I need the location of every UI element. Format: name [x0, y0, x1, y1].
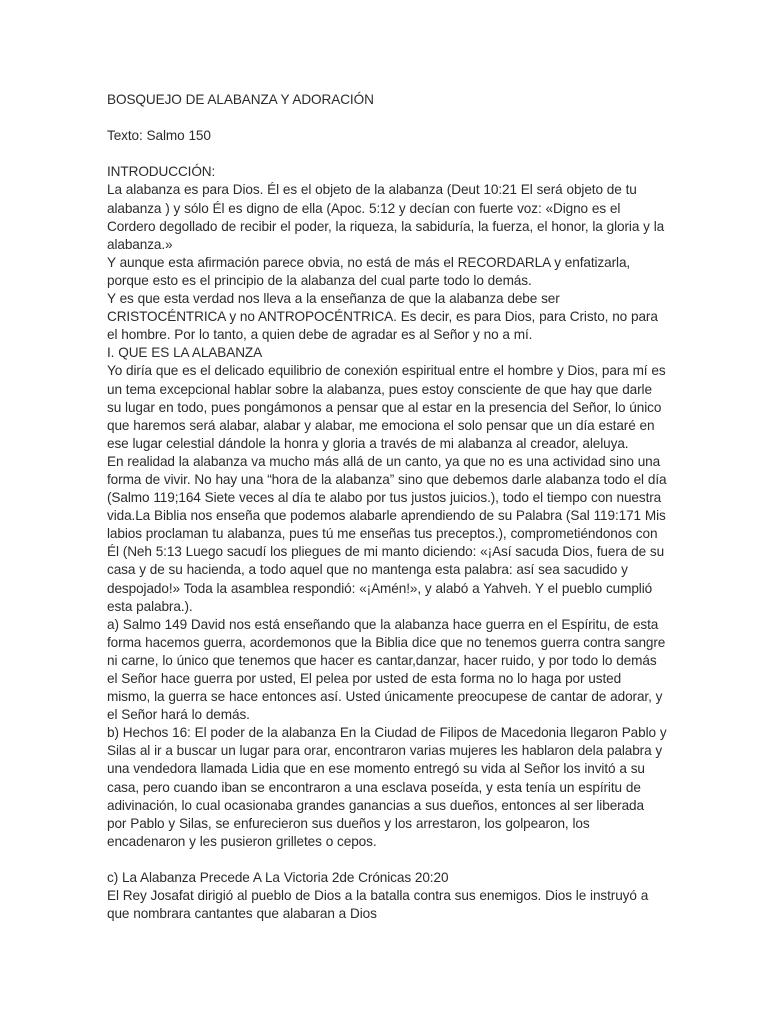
- paragraph-4: Yo diría que es el delicado equilibrio de conexión espiritual entre el hombre y Dios, para mí es un tema excepcional hablar sobre la alabanza, pues estoy consciente de que hay que darle su lugar en todo, pues pongámonos a pensar que al estar en la presencia del Señor, lo único que haremos será alabar, alabar y alabar, me emociona el solo pensar que un día estaré en ese lugar celestial dándole la honra y gloria a través de mi alabanza al creador, aleluya.: [107, 363, 666, 451]
- paragraph-8: c) La Alabanza Precede A La Victoria 2de Crónicas 20:20: [107, 870, 449, 886]
- paragraph-1: La alabanza es para Dios. Él es el objeto de la alabanza (Deut 10:21 El será objeto de tu alabanza ) y sólo Él es digno de ella (Apoc. 5:12 y decían con fuerte voz: «Digno es el Cordero degollado de recibir el poder, la riqueza, la sabiduría, la fuerza, el honor, la gloria y la alabanza.»: [107, 182, 665, 252]
- paragraph-9: El Rey Josafat dirigió al pueblo de Dios a la batalla contra sus enemigos. Dios le instruyó a que nombrara cantantes que alabaran a Dios: [107, 888, 649, 922]
- blank-line: [107, 145, 667, 163]
- paragraph-6: a) Salmo 149 David nos está enseñando que la alabanza hace guerra en el Espíritu, de esta forma hacemos guerra, acordemonos que la Biblia dice que no tenemos guerra contra sangre ni carne, lo único que tenemos que hacer es cantar,danzar, hacer ruido, y por todo lo demás el Señor hace guerra por usted, El pelea por usted de esta forma no lo haga por usted mismo, la guerra se hace entonces así. Usted únicamente preocupese de cantar de adorar, y el Señor hará lo demás.: [107, 616, 666, 723]
- paragraph-5: En realidad la alabanza va mucho más allá de un canto, ya que no es una actividad sino una forma de vivir. No hay una “hora de la alabanza” sino que debemos darle alabanza todo el día (Salmo 119;164 Siete veces al día te alabo por tus justos juicios.), todo el tiempo con nuestra vida.La Biblia nos enseña que podemos alabarle aprendiendo de su Palabra (Sal 119:171 Mis labios proclaman tu alabanza, pues tú me enseñas tus preceptos.), comprometiéndonos con Él (Neh 5:13 Luego sacudí los pliegues de mi manto diciendo: «¡Así sacuda Dios, fuera de su casa y de su hacienda, a todo aquel que no mantenga esta palabra: así sea sacudido y despojado!» Toda la asamblea respondió: «¡Amén!», y alabó a Yahveh. Y el pueblo cumplió esta palabra.).: [107, 453, 667, 614]
- introduction-heading: INTRODUCCIÓN:: [107, 164, 216, 180]
- blank-line: [107, 109, 667, 127]
- document-body: [107, 91, 667, 923]
- paragraph-3: Y es que esta verdad nos lleva a la enseñanza de que la alabanza debe ser CRISTOCÉNTRICA y no ANTROPOCÉNTRICA. Es decir, es para Dios, para Cristo, no para el hombre. Por lo tanto, a quien debe de agradar es al Señor y no a mí.: [107, 291, 658, 343]
- section-heading-1: I. QUE ES LA ALABANZA: [107, 345, 263, 361]
- paragraph-2: Y aunque esta afirmación parece obvia, no está de más el RECORDARLA y enfatizarla, porque esto es el principio de la alabanza del cual parte todo lo demás.: [107, 254, 631, 288]
- document-title: BOSQUEJO DE ALABANZA Y ADORACIÓN: [107, 92, 374, 107]
- paragraph-7: b) Hechos 16: El poder de la alabanza En la Ciudad de Filipos de Macedonia llegaron Pablo y Silas al ir a buscar un lugar para orar, encontraron varias mujeres les hablaron dela palabra y una vendedora llamada Lidia que en ese momento entregó su vida al Señor los invitó a su casa, pero cuando iban se encontraron a una esclava poseída, y esta tenía un espíritu de adivinación, lo cual ocasionaba grandes ganancias a sus dueños, entonces al ser liberada por Pablo y Silas, se enfurecieron sus dueños y los arrestaron, los golpearon, los encadenaron y les pusieron grilletes o cepos.: [107, 725, 667, 849]
- scripture-text: Texto: Salmo 150: [107, 128, 211, 144]
- blank-line: [107, 851, 667, 869]
